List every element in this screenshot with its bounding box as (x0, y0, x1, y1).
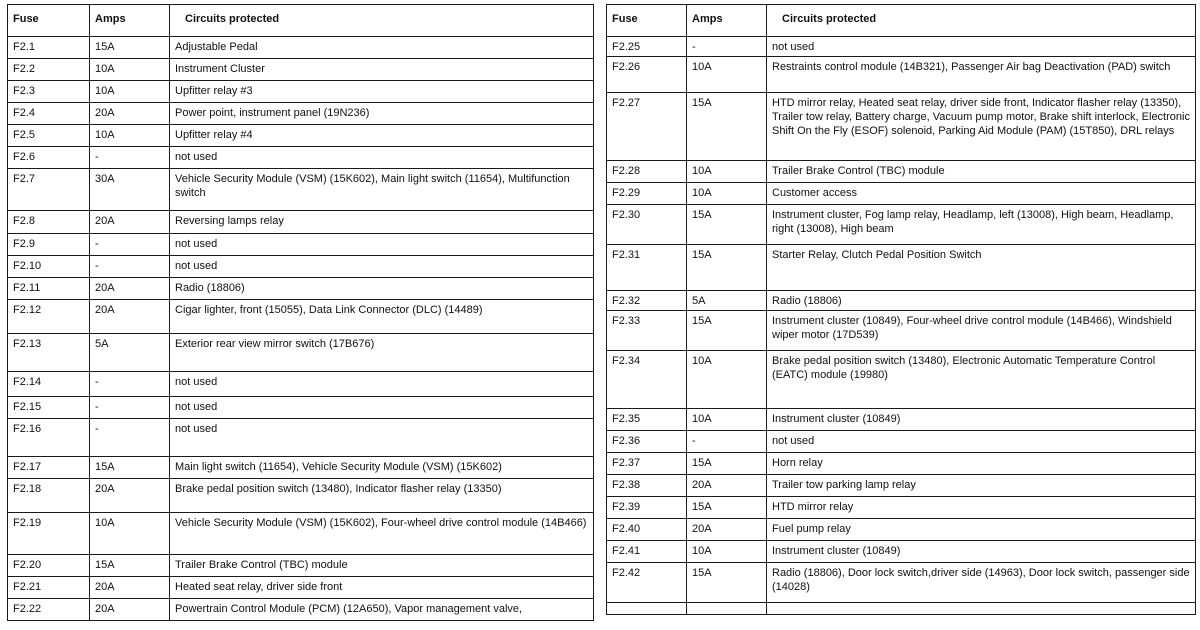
circuits-cell: HTD mirror relay, Heated seat relay, driver side front, Indicator flasher relay (13350), Trailer tow relay, Battery charge, Vacuum pump motor, Brake shift interlock, Electronic Shift On the Fly (ESOF) solenoid, Parking Aid Module (PAM) (15T850), DRL relays (767, 93, 1196, 161)
amps-cell: 15A (687, 563, 767, 603)
fuse-cell: F2.12 (8, 300, 90, 334)
amps-cell: 20A (90, 103, 170, 125)
fuse-cell: F2.33 (607, 311, 687, 351)
circuits-cell: Main light switch (11654), Vehicle Security Module (VSM) (15K602) (170, 457, 594, 479)
amps-cell: 20A (90, 479, 170, 513)
fuse-cell: F2.22 (8, 599, 90, 621)
fuse-cell: F2.37 (607, 453, 687, 475)
amps-cell: 20A (90, 599, 170, 621)
fuse-cell: F2.21 (8, 577, 90, 599)
amps-cell: 10A (687, 541, 767, 563)
table-row (607, 93, 1196, 161)
table-row (607, 563, 1196, 603)
circuits-cell: Fuel pump relay (767, 519, 1196, 541)
table-row (607, 37, 1196, 57)
fuse-cell: F2.30 (607, 205, 687, 245)
table-header-row (8, 5, 594, 37)
table-row (607, 183, 1196, 205)
circuits-cell: Horn relay (767, 453, 1196, 475)
circuits-cell: Brake pedal position switch (13480), Electronic Automatic Temperature Control (EATC) module (19980) (767, 351, 1196, 409)
amps-cell: 15A (687, 205, 767, 245)
amps-cell: 10A (687, 409, 767, 431)
fuse-cell (607, 603, 687, 615)
circuits-column-header: Circuits protected (767, 5, 1196, 37)
amps-cell: - (687, 431, 767, 453)
fuse-cell: F2.4 (8, 103, 90, 125)
circuits-cell: Power point, instrument panel (19N236) (170, 103, 594, 125)
fuse-cell: F2.39 (607, 497, 687, 519)
circuits-cell: Powertrain Control Module (PCM) (12A650), Vapor management valve, (170, 599, 594, 621)
table-row (8, 234, 594, 256)
circuits-cell: not used (170, 397, 594, 419)
amps-cell: 10A (687, 183, 767, 205)
circuits-cell: Reversing lamps relay (170, 211, 594, 234)
circuits-cell: Instrument Cluster (170, 59, 594, 81)
table-row (8, 479, 594, 513)
table-row (8, 81, 594, 103)
circuits-cell: Trailer tow parking lamp relay (767, 475, 1196, 497)
table-row (607, 291, 1196, 311)
table-row (607, 311, 1196, 351)
table-row (607, 497, 1196, 519)
circuits-cell: Cigar lighter, front (15055), Data Link Connector (DLC) (14489) (170, 300, 594, 334)
amps-cell: 10A (90, 81, 170, 103)
amps-cell: 20A (687, 475, 767, 497)
amps-column-header: Amps (687, 5, 767, 37)
amps-cell: - (90, 372, 170, 397)
fuse-cell: F2.38 (607, 475, 687, 497)
table-row (8, 555, 594, 577)
amps-cell: - (90, 397, 170, 419)
circuits-cell: Instrument cluster, Fog lamp relay, Headlamp, left (13008), High beam, Headlamp, right (13008), High beam (767, 205, 1196, 245)
amps-cell: - (90, 419, 170, 457)
table-row (8, 169, 594, 211)
fuse-cell: F2.1 (8, 37, 90, 59)
fuse-cell: F2.34 (607, 351, 687, 409)
fuse-cell: F2.9 (8, 234, 90, 256)
fuse-cell: F2.19 (8, 513, 90, 555)
amps-cell: 10A (687, 161, 767, 183)
amps-cell (687, 603, 767, 615)
amps-cell: - (90, 256, 170, 278)
circuits-cell: not used (170, 234, 594, 256)
table-row (8, 147, 594, 169)
circuits-cell (767, 603, 1196, 615)
circuits-cell: not used (170, 147, 594, 169)
fuse-cell: F2.7 (8, 169, 90, 211)
table-header-row (607, 5, 1196, 37)
amps-cell: 15A (687, 311, 767, 351)
table-row (607, 205, 1196, 245)
table-row (8, 397, 594, 419)
circuits-cell: Adjustable Pedal (170, 37, 594, 59)
table-row (8, 513, 594, 555)
fuse-cell: F2.2 (8, 59, 90, 81)
circuits-cell: Trailer Brake Control (TBC) module (767, 161, 1196, 183)
circuits-cell: Radio (18806) (170, 278, 594, 300)
table-row (607, 603, 1196, 615)
circuits-cell: not used (767, 431, 1196, 453)
circuits-cell: Customer access (767, 183, 1196, 205)
circuits-cell: not used (170, 419, 594, 457)
fuse-cell: F2.11 (8, 278, 90, 300)
circuits-cell: Exterior rear view mirror switch (17B676) (170, 334, 594, 372)
circuits-cell: Vehicle Security Module (VSM) (15K602), Four-wheel drive control module (14B466) (170, 513, 594, 555)
fuse-cell: F2.27 (607, 93, 687, 161)
amps-column-header: Amps (90, 5, 170, 37)
circuits-cell: Radio (18806) (767, 291, 1196, 311)
circuits-cell: Instrument cluster (10849) (767, 541, 1196, 563)
circuits-cell: Upfitter relay #4 (170, 125, 594, 147)
amps-cell: 15A (90, 457, 170, 479)
fuse-column-header: Fuse (607, 5, 687, 37)
circuits-cell: Instrument cluster (10849) (767, 409, 1196, 431)
circuits-cell: Upfitter relay #3 (170, 81, 594, 103)
fuse-cell: F2.3 (8, 81, 90, 103)
amps-cell: 15A (687, 245, 767, 291)
table-row (8, 278, 594, 300)
amps-cell: 5A (90, 334, 170, 372)
amps-cell: 20A (90, 278, 170, 300)
amps-cell: 20A (90, 300, 170, 334)
table-row (8, 37, 594, 59)
amps-cell: 15A (90, 37, 170, 59)
amps-cell: 15A (687, 93, 767, 161)
amps-cell: 20A (687, 519, 767, 541)
table-row (8, 457, 594, 479)
fuse-cell: F2.5 (8, 125, 90, 147)
table-row (8, 577, 594, 599)
fuse-cell: F2.20 (8, 555, 90, 577)
fuse-cell: F2.29 (607, 183, 687, 205)
amps-cell: - (90, 234, 170, 256)
circuits-cell: not used (170, 256, 594, 278)
amps-cell: 30A (90, 169, 170, 211)
table-row (8, 125, 594, 147)
table-row (8, 256, 594, 278)
table-row (8, 599, 594, 621)
amps-cell: 10A (687, 57, 767, 93)
circuits-cell: Starter Relay, Clutch Pedal Position Switch (767, 245, 1196, 291)
circuits-cell: Vehicle Security Module (VSM) (15K602), Main light switch (11654), Multifunction switch (170, 169, 594, 211)
fuse-cell: F2.10 (8, 256, 90, 278)
fuse-cell: F2.28 (607, 161, 687, 183)
amps-cell: 10A (687, 351, 767, 409)
circuits-cell: not used (170, 372, 594, 397)
circuits-cell: Instrument cluster (10849), Four-wheel drive control module (14B466), Windshield wiper motor (17D539) (767, 311, 1196, 351)
amps-cell: - (687, 37, 767, 57)
table-row (607, 57, 1196, 93)
table-row (607, 431, 1196, 453)
amps-cell: 5A (687, 291, 767, 311)
fuse-table-left-body (8, 37, 594, 621)
fuse-cell: F2.42 (607, 563, 687, 603)
table-row (607, 541, 1196, 563)
fuse-table-right-body (607, 37, 1196, 615)
circuits-cell: Heated seat relay, driver side front (170, 577, 594, 599)
amps-cell: 10A (90, 125, 170, 147)
fuse-table-left (7, 4, 594, 621)
table-row (8, 103, 594, 125)
table-row (607, 475, 1196, 497)
table-row (8, 372, 594, 397)
circuits-cell: Brake pedal position switch (13480), Indicator flasher relay (13350) (170, 479, 594, 513)
circuits-cell: Radio (18806), Door lock switch,driver side (14963), Door lock switch, passenger side (14028) (767, 563, 1196, 603)
amps-cell: 15A (90, 555, 170, 577)
amps-cell: 15A (687, 453, 767, 475)
fuse-cell: F2.31 (607, 245, 687, 291)
fuse-cell: F2.32 (607, 291, 687, 311)
table-row (607, 245, 1196, 291)
circuits-cell: Restraints control module (14B321), Passenger Air bag Deactivation (PAD) switch (767, 57, 1196, 93)
table-row (607, 161, 1196, 183)
fuse-cell: F2.14 (8, 372, 90, 397)
fuse-cell: F2.25 (607, 37, 687, 57)
table-row (8, 334, 594, 372)
amps-cell: 10A (90, 513, 170, 555)
fuse-cell: F2.6 (8, 147, 90, 169)
fuse-cell: F2.17 (8, 457, 90, 479)
fuse-cell: F2.26 (607, 57, 687, 93)
table-row (607, 409, 1196, 431)
amps-cell: 15A (687, 497, 767, 519)
circuits-cell: not used (767, 37, 1196, 57)
fuse-cell: F2.16 (8, 419, 90, 457)
fuse-table-right (606, 4, 1196, 615)
table-row (8, 300, 594, 334)
fuse-cell: F2.15 (8, 397, 90, 419)
amps-cell: 10A (90, 59, 170, 81)
amps-cell: - (90, 147, 170, 169)
fuse-column-header: Fuse (8, 5, 90, 37)
fuse-cell: F2.36 (607, 431, 687, 453)
table-row (8, 419, 594, 457)
table-row (607, 519, 1196, 541)
fuse-cell: F2.18 (8, 479, 90, 513)
circuits-cell: Trailer Brake Control (TBC) module (170, 555, 594, 577)
table-row (607, 453, 1196, 475)
fuse-cell: F2.8 (8, 211, 90, 234)
amps-cell: 20A (90, 211, 170, 234)
circuits-column-header: Circuits protected (170, 5, 594, 37)
fuse-cell: F2.40 (607, 519, 687, 541)
table-row (607, 351, 1196, 409)
amps-cell: 20A (90, 577, 170, 599)
fuse-cell: F2.35 (607, 409, 687, 431)
circuits-cell: HTD mirror relay (767, 497, 1196, 519)
table-row (8, 59, 594, 81)
fuse-cell: F2.13 (8, 334, 90, 372)
fuse-cell: F2.41 (607, 541, 687, 563)
table-row (8, 211, 594, 234)
